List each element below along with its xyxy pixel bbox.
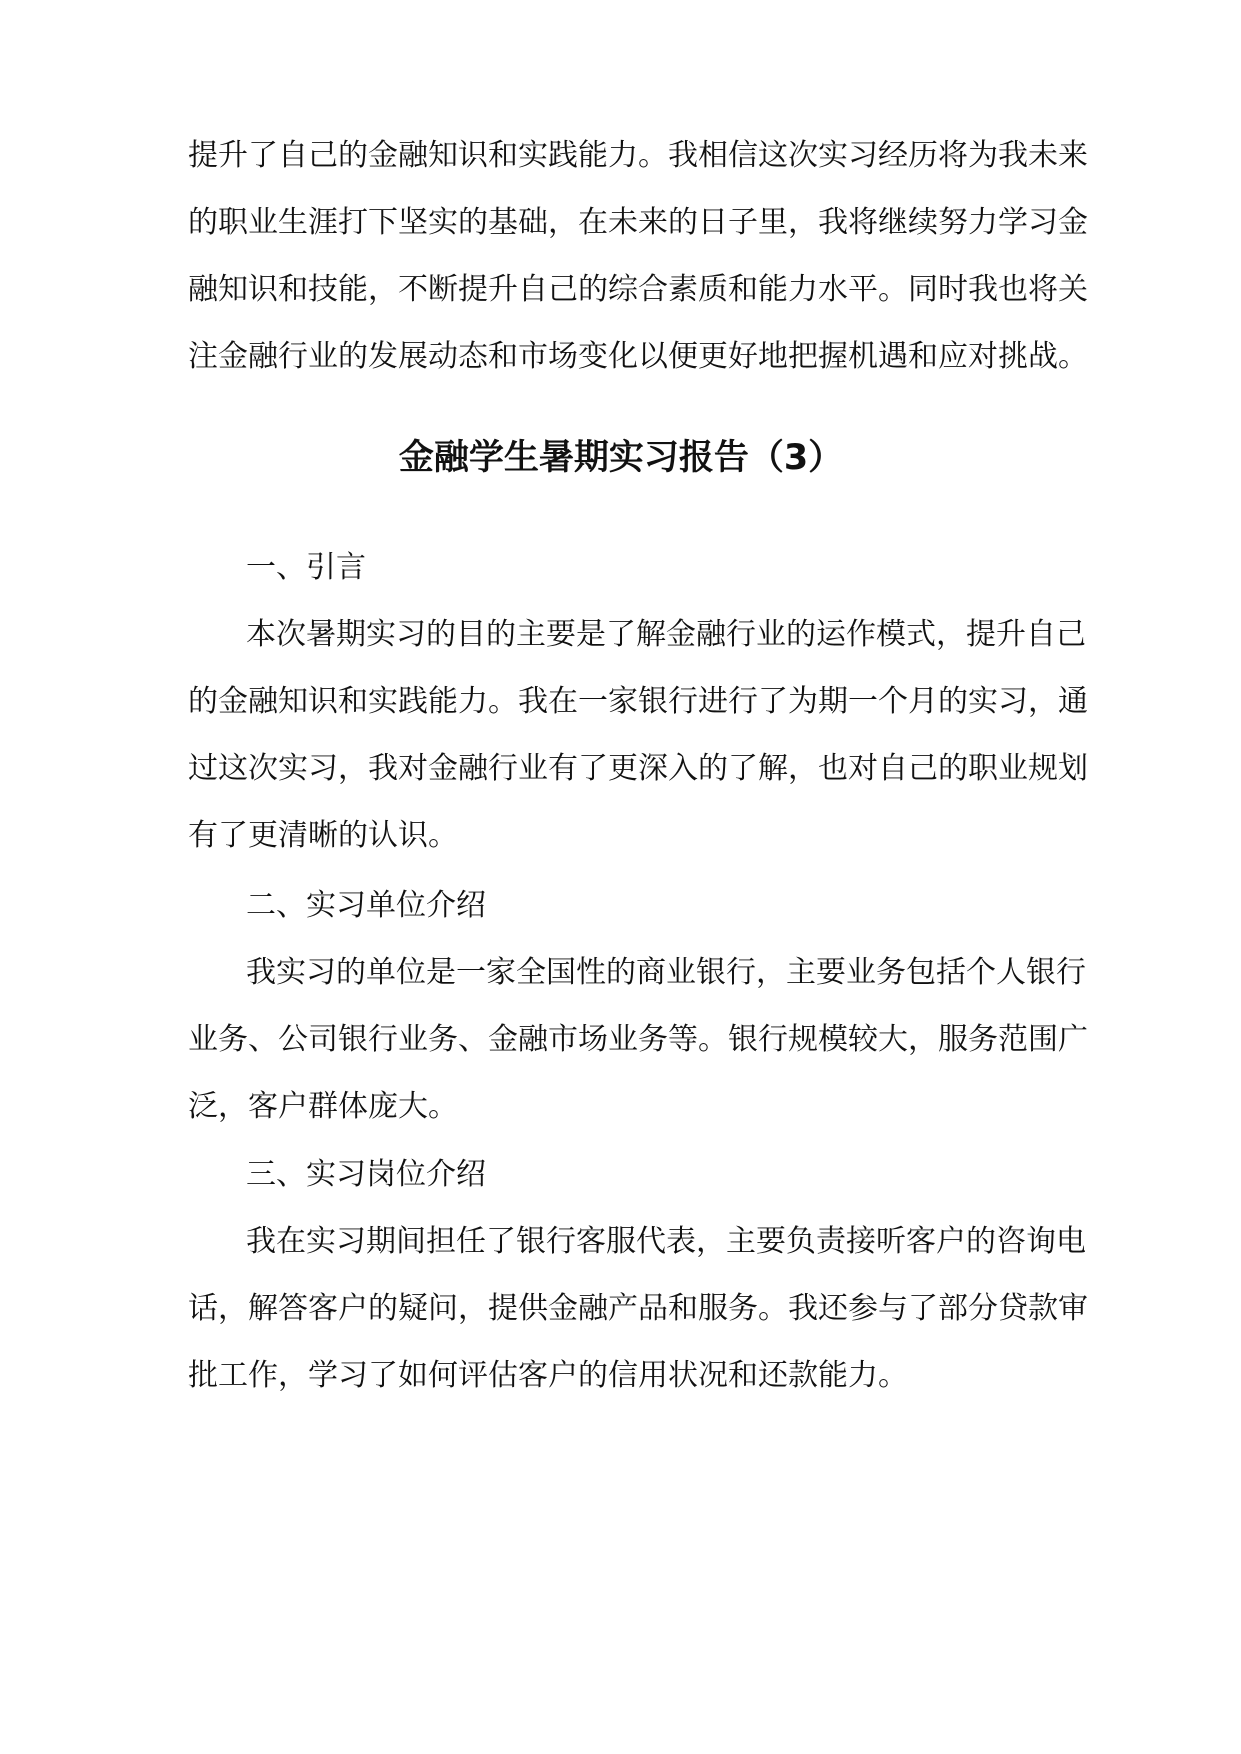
paragraph-line: 本次暑期实习的目的主要是了解金融行业的运作模式，提升自己 [246,617,1086,652]
prev-paragraph-line: 融知识和技能，不断提升自己的综合素质和能力水平。同时我也将关 [188,272,1088,307]
prev-paragraph-line: 提升了自己的金融知识和实践能力。我相信这次实习经历将为我未来 [188,138,1088,173]
paragraph-line: 批工作，学习了如何评估客户的信用状况和还款能力。 [188,1358,908,1393]
section-heading: 三、实习岗位介绍 [246,1157,486,1192]
paragraph-line: 我在实习期间担任了银行客服代表，主要负责接听客户的咨询电 [246,1224,1086,1259]
section-heading: 二、实习单位介绍 [246,888,486,923]
paragraph-line: 我实习的单位是一家全国性的商业银行，主要业务包括个人银行 [246,955,1086,990]
report-title: 金融学生暑期实习报告（3） [398,438,844,478]
paragraph-line: 过这次实习，我对金融行业有了更深入的了解，也对自己的职业规划 [188,751,1088,786]
prev-paragraph-line: 的职业生涯打下坚实的基础，在未来的日子里，我将继续努力学习金 [188,205,1088,240]
prev-paragraph-line: 注金融行业的发展动态和市场变化以便更好地把握机遇和应对挑战。 [188,339,1088,374]
paragraph-line: 业务、公司银行业务、金融市场业务等。银行规模较大，服务范围广 [188,1022,1088,1057]
paragraph-line: 话，解答客户的疑问，提供金融产品和服务。我还参与了部分贷款审 [188,1291,1088,1326]
paragraph-line: 有了更清晰的认识。 [188,818,458,853]
paragraph-line: 泛，客户群体庞大。 [188,1089,458,1124]
section-heading: 一、引言 [246,550,366,585]
paragraph-line: 的金融知识和实践能力。我在一家银行进行了为期一个月的实习，通 [188,684,1088,719]
